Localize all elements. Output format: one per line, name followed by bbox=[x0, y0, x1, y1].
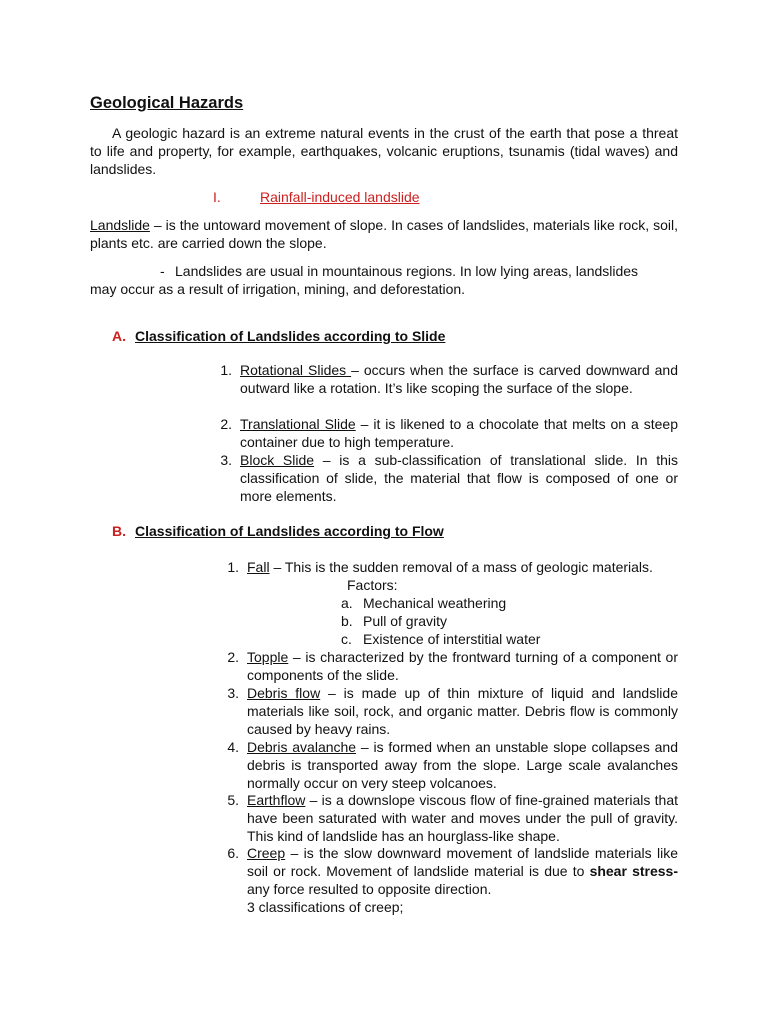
list-number: 4. bbox=[227, 739, 239, 755]
earthflow-term: Earthflow bbox=[247, 792, 306, 808]
factor-letter: a. bbox=[341, 595, 353, 611]
rainfall-heading: Rainfall-induced landslide bbox=[260, 189, 420, 205]
intro-paragraph: A geologic hazard is an extreme natural events in the crust of the earth that pose a threat to life and property, for example, earthquakes, volcanic eruptions, tsunamis (tidal waves) and landslides. bbox=[90, 125, 678, 177]
debris-flow-text: – is made up of thin mixture of liquid and landslide materials like soil, rock, and organic matter. Debris flow is commonly caused by heavy rains. bbox=[247, 685, 678, 737]
factors-label: Factors: bbox=[347, 577, 398, 593]
list-item-topple bbox=[247, 648, 678, 684]
block-text: – is a sub-classification of translational slide. In this classification of slide, the material that flow is composed of one or more elements. bbox=[240, 452, 678, 504]
factor-item: Mechanical weathering bbox=[363, 595, 507, 611]
factor-letter: b. bbox=[341, 613, 353, 629]
list-number: 3. bbox=[227, 685, 239, 701]
landslide-term: Landslide bbox=[90, 217, 150, 233]
creep-term: Creep bbox=[247, 845, 286, 861]
landslide-definition bbox=[90, 216, 678, 252]
list-number: 5. bbox=[227, 792, 239, 808]
debris-avalanche-term: Debris avalanche bbox=[247, 739, 357, 755]
factor-item: Pull of gravity bbox=[363, 613, 448, 629]
list-number: 1. bbox=[227, 559, 239, 575]
fall-text: – This is the sudden removal of a mass of geologic materials. bbox=[269, 559, 653, 575]
section-a-heading: Classification of Landslides according to Slide bbox=[135, 328, 446, 344]
list-number: 2. bbox=[220, 416, 232, 432]
list-item-fall bbox=[247, 558, 653, 576]
section-b-heading: Classification of Landslides according to Flow bbox=[135, 523, 444, 539]
list-item-debris-flow bbox=[247, 684, 678, 738]
note-line-2: may occur as a result of irrigation, mining, and deforestation. bbox=[90, 281, 466, 297]
section-a-letter: A. bbox=[112, 328, 126, 344]
creep-text: – is the slow downward movement of landslide materials like soil or rock. Movement of landslide material is due to bbox=[247, 845, 678, 879]
note-dash: - bbox=[160, 263, 165, 279]
page-title: Geological Hazards bbox=[90, 94, 244, 112]
fall-term: Fall bbox=[247, 559, 270, 575]
list-item-creep bbox=[247, 844, 678, 898]
list-number: 1. bbox=[220, 362, 232, 378]
rotational-text: – occurs when the surface is carved downward and outward like a rotation. It’s like scoping the surface of the slope. bbox=[240, 362, 679, 396]
shear-stress-bold: shear stress- bbox=[589, 863, 678, 879]
factor-letter: c. bbox=[341, 631, 352, 647]
factor-item: Existence of interstitial water bbox=[363, 631, 541, 647]
earthflow-text: – is a downslope viscous flow of fine-grained materials that have been saturated with water and moves under the pull of gravity. This kind of landslide has an hourglass-like shape. bbox=[247, 792, 678, 844]
debris-flow-term: Debris flow bbox=[247, 685, 321, 701]
roman-numeral: I. bbox=[213, 189, 221, 205]
debris-avalanche-text: – is formed when an unstable slope collapses and debris is transported away from the slope. Large scale avalanches normally occur on very steep volcanoes. bbox=[247, 739, 679, 791]
list-number: 3. bbox=[220, 452, 232, 468]
rotational-term: Rotational Slides bbox=[240, 362, 352, 378]
list-item-debris-avalanche bbox=[247, 738, 678, 792]
landslide-def-text: – is the untoward movement of slope. In cases of landslides, materials like rock, soil, plants etc. are carried down the slope. bbox=[90, 217, 678, 251]
note-line-1: Landslides are usual in mountainous regions. In low lying areas, landslides bbox=[175, 263, 639, 279]
list-item-translational bbox=[240, 415, 678, 451]
translational-text: – it is likened to a chocolate that melts on a steep container due to high temperature. bbox=[240, 416, 678, 450]
creep-text-2: any force resulted to opposite direction. bbox=[247, 881, 492, 897]
list-number: 6. bbox=[227, 845, 239, 861]
list-item-rotational bbox=[240, 361, 678, 397]
translational-term: Translational Slide bbox=[240, 416, 356, 432]
creep-tail: 3 classifications of creep; bbox=[247, 899, 404, 915]
list-item-block bbox=[240, 451, 678, 505]
list-item-earthflow bbox=[247, 791, 678, 845]
topple-text: – is characterized by the frontward turning of a component or components of the slide. bbox=[247, 649, 678, 683]
topple-term: Topple bbox=[247, 649, 289, 665]
list-number: 2. bbox=[227, 649, 239, 665]
block-term: Block Slide bbox=[240, 452, 315, 468]
section-b-letter: B. bbox=[112, 523, 126, 539]
